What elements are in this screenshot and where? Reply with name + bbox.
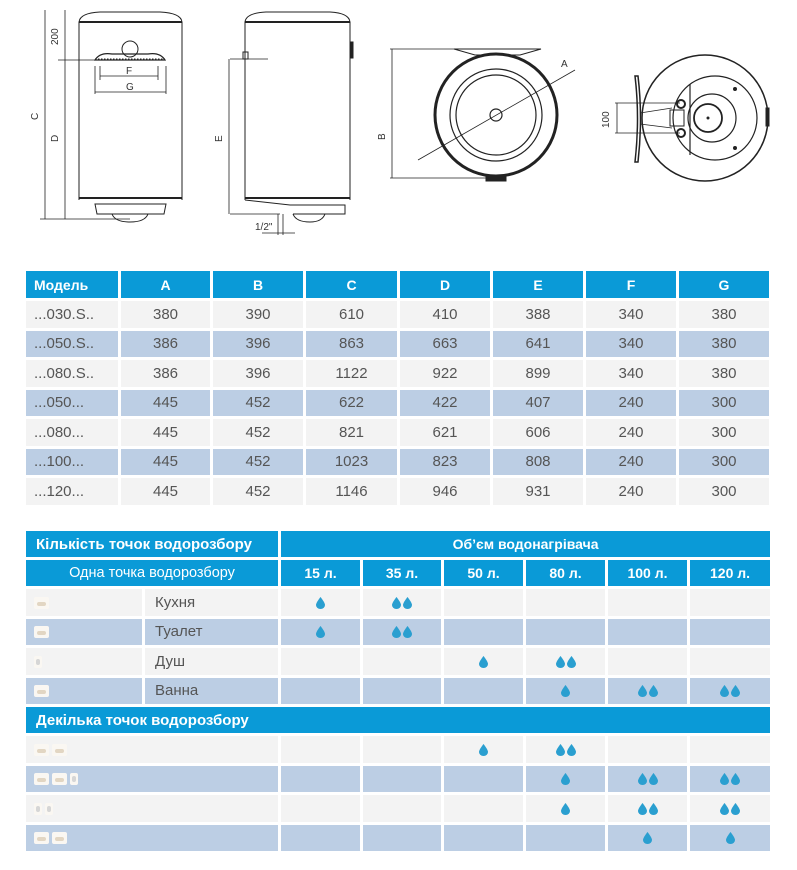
- dimension-cell: 1023: [306, 449, 397, 476]
- shower-icon: [70, 773, 78, 785]
- recommendation-cell: [608, 766, 687, 793]
- water-drop-icon: [638, 773, 647, 785]
- side-view-drawing: [229, 12, 353, 235]
- dimension-cell: 452: [213, 478, 303, 505]
- water-drop-icon: [731, 685, 740, 697]
- dimension-cell: 899: [493, 360, 583, 387]
- dimension-cell: 808: [493, 449, 583, 476]
- dimension-cell: 340: [586, 360, 676, 387]
- dimension-cell: 452: [213, 419, 303, 446]
- kitchen-sink-icon: [34, 773, 49, 785]
- model-cell: ...080...: [26, 419, 118, 446]
- recommendation-cell: [526, 795, 605, 822]
- recommendation-cell: [363, 678, 441, 705]
- water-drop-icon: [556, 744, 565, 756]
- recommendation-cell: [444, 736, 523, 763]
- column-header-G: G: [679, 271, 769, 298]
- recommendation-cell: [281, 678, 360, 705]
- water-drop-icon: [561, 685, 570, 697]
- water-drop-icon: [726, 832, 735, 844]
- water-drop-icon: [649, 803, 658, 815]
- dimension-cell: 621: [400, 419, 490, 446]
- column-header-volume: 120 л.: [690, 560, 770, 586]
- column-header-volume: 50 л.: [444, 560, 523, 586]
- dimension-cell: 386: [121, 360, 210, 387]
- header-multi-point: Декілька точок водорозбору: [26, 707, 770, 733]
- fixture-icons-cell: [26, 589, 142, 616]
- dim-label-D: D: [50, 134, 61, 142]
- recommendation-cell: [608, 795, 687, 822]
- header-single-point: Одна точка водорозбору: [26, 560, 278, 586]
- recommendation-cell: [690, 648, 770, 675]
- dimension-cell: 380: [679, 331, 769, 358]
- recommendation-cell: [608, 648, 687, 675]
- water-drop-icon: [567, 656, 576, 668]
- table-row: [26, 619, 770, 646]
- dim-label-A: A: [561, 59, 568, 70]
- recommendation-cell: [281, 589, 360, 616]
- dimension-cell: 931: [493, 478, 583, 505]
- dimension-cell: 610: [306, 301, 397, 328]
- bathtub-icon: [34, 832, 49, 844]
- recommendation-cell: [608, 589, 687, 616]
- dimension-cell: 821: [306, 419, 397, 446]
- recommendation-cell: [281, 766, 360, 793]
- recommendation-cell: [526, 648, 605, 675]
- recommendation-cell: [608, 619, 687, 646]
- water-drop-icon: [479, 744, 488, 756]
- water-drop-icon: [392, 626, 401, 638]
- fixture-icons-cell: [26, 648, 142, 675]
- dimension-cell: 300: [679, 390, 769, 417]
- dimension-cell: 300: [679, 449, 769, 476]
- dim-label-C: C: [30, 112, 41, 120]
- table-row: [26, 360, 769, 387]
- dimensions-header-row: [26, 271, 769, 298]
- recommendation-cell: [281, 736, 360, 763]
- recommendation-cell: [444, 678, 523, 705]
- water-drop-icon: [316, 626, 325, 638]
- table-row: [26, 736, 770, 763]
- bathtub-icon: [34, 685, 49, 697]
- water-drop-icon: [316, 597, 325, 609]
- fixture-icons-cell: [26, 825, 278, 852]
- water-drop-icon: [567, 744, 576, 756]
- water-drop-icon: [649, 685, 658, 697]
- shower-icon: [34, 656, 42, 668]
- front-view-drawing: [40, 10, 182, 222]
- recommendation-cell: [526, 619, 605, 646]
- recommendation-cell: [526, 766, 605, 793]
- recommendation-cell: [444, 766, 523, 793]
- top-view-drawing: [390, 49, 575, 181]
- recommendation-cell: [363, 795, 441, 822]
- dimension-cell: 386: [121, 331, 210, 358]
- model-cell: ...030.S..: [26, 301, 118, 328]
- recommendation-cell: [444, 825, 523, 852]
- table-row: [26, 825, 770, 852]
- recommendation-cell: [690, 736, 770, 763]
- column-header-A: A: [121, 271, 210, 298]
- column-header-volume: 35 л.: [363, 560, 441, 586]
- dimension-cell: 863: [306, 331, 397, 358]
- dimensions-table: [23, 268, 772, 508]
- usage-volume-row: [26, 560, 770, 586]
- dimension-cell: 1146: [306, 478, 397, 505]
- model-cell: ...080.S..: [26, 360, 118, 387]
- dim-label-E: E: [214, 135, 225, 142]
- dimension-cell: 240: [586, 478, 676, 505]
- table-row: [26, 795, 770, 822]
- recommendation-cell: [690, 825, 770, 852]
- recommendation-cell: [363, 825, 441, 852]
- dimension-cell: 396: [213, 360, 303, 387]
- column-header-C: C: [306, 271, 397, 298]
- table-row: [26, 390, 769, 417]
- water-point-label: Туалет: [145, 619, 278, 646]
- water-drop-icon: [556, 656, 565, 668]
- table-row: [26, 648, 770, 675]
- fixture-icons-cell: [26, 795, 278, 822]
- shower-icon: [34, 803, 42, 815]
- water-drop-icon: [561, 803, 570, 815]
- dim-label-B: B: [377, 133, 388, 140]
- table-row: [26, 478, 769, 505]
- dimension-cell: 380: [679, 360, 769, 387]
- recommendation-cell: [690, 678, 770, 705]
- model-cell: ...100...: [26, 449, 118, 476]
- recommendation-cell: [526, 736, 605, 763]
- water-drop-icon: [638, 803, 647, 815]
- recommendation-cell: [690, 795, 770, 822]
- dimension-cell: 380: [121, 301, 210, 328]
- dimension-cell: 452: [213, 449, 303, 476]
- dimension-cell: 380: [679, 301, 769, 328]
- column-header-model: Модель: [26, 271, 118, 298]
- technical-drawings: [0, 0, 797, 245]
- table-row: [26, 449, 769, 476]
- table-row: [26, 678, 770, 705]
- table-row: [26, 301, 769, 328]
- recommendation-cell: [444, 619, 523, 646]
- recommendation-cell: [363, 589, 441, 616]
- multi-point-section-row: [26, 707, 770, 733]
- drawings-svg: [0, 0, 797, 245]
- dimension-cell: 340: [586, 301, 676, 328]
- recommendation-cell: [608, 825, 687, 852]
- water-drop-icon: [643, 832, 652, 844]
- water-point-label: Ванна: [145, 678, 278, 705]
- table-row: [26, 419, 769, 446]
- dimension-cell: 606: [493, 419, 583, 446]
- column-header-volume: 15 л.: [281, 560, 360, 586]
- dim-label-F: F: [126, 66, 133, 77]
- dimension-cell: 445: [121, 419, 210, 446]
- dimension-cell: 240: [586, 419, 676, 446]
- recommendation-cell: [526, 825, 605, 852]
- column-header-F: F: [586, 271, 676, 298]
- dim-label-100: 100: [601, 111, 612, 128]
- water-drop-icon: [731, 803, 740, 815]
- recommendation-cell: [690, 766, 770, 793]
- recommendation-cell: [690, 589, 770, 616]
- recommendation-cell: [444, 648, 523, 675]
- model-cell: ...050...: [26, 390, 118, 417]
- column-header-E: E: [493, 271, 583, 298]
- washbasin-icon: [34, 626, 49, 638]
- table-row: [26, 589, 770, 616]
- dimension-cell: 340: [586, 331, 676, 358]
- usage-table: [23, 528, 773, 854]
- water-drop-icon: [392, 597, 401, 609]
- dimension-cell: 641: [493, 331, 583, 358]
- table-row: [26, 331, 769, 358]
- washbasin-icon: [52, 773, 67, 785]
- bottom-view-drawing: [615, 55, 769, 181]
- dimension-cell: 407: [493, 390, 583, 417]
- column-header-volume: 100 л.: [608, 560, 687, 586]
- dim-label-200: 200: [50, 28, 61, 45]
- water-drop-icon: [649, 773, 658, 785]
- shower-icon: [45, 803, 53, 815]
- header-water-points: Кількість точок водорозбору: [26, 531, 278, 557]
- fixture-icons-cell: [26, 619, 142, 646]
- table-row: [26, 766, 770, 793]
- water-drop-icon: [720, 685, 729, 697]
- dimension-cell: 1122: [306, 360, 397, 387]
- fixture-icons-cell: [26, 736, 278, 763]
- dimension-cell: 823: [400, 449, 490, 476]
- water-drop-icon: [403, 626, 412, 638]
- dimension-cell: 445: [121, 449, 210, 476]
- water-drop-icon: [720, 803, 729, 815]
- recommendation-cell: [281, 619, 360, 646]
- dimension-cell: 300: [679, 419, 769, 446]
- dimension-cell: 390: [213, 301, 303, 328]
- dimension-cell: 922: [400, 360, 490, 387]
- bathtub-icon: [52, 832, 67, 844]
- dimension-cell: 946: [400, 478, 490, 505]
- dimension-cell: 422: [400, 390, 490, 417]
- water-drop-icon: [479, 656, 488, 668]
- dimension-cell: 663: [400, 331, 490, 358]
- recommendation-cell: [526, 678, 605, 705]
- water-drop-icon: [731, 773, 740, 785]
- dim-label-G: G: [126, 82, 134, 93]
- fixture-icons-cell: [26, 678, 142, 705]
- washbasin-icon: [52, 744, 67, 756]
- recommendation-cell: [363, 736, 441, 763]
- dimension-cell: 452: [213, 390, 303, 417]
- column-header-volume: 80 л.: [526, 560, 605, 586]
- column-header-B: B: [213, 271, 303, 298]
- kitchen-sink-icon: [34, 597, 49, 609]
- header-heater-volume: Об’єм водонагрівача: [281, 531, 770, 557]
- recommendation-cell: [363, 619, 441, 646]
- dimension-cell: 622: [306, 390, 397, 417]
- kitchen-sink-icon: [34, 744, 49, 756]
- recommendation-cell: [608, 678, 687, 705]
- recommendation-cell: [281, 795, 360, 822]
- recommendation-cell: [444, 589, 523, 616]
- dim-label-half-inch: 1/2": [255, 222, 273, 233]
- model-cell: ...050.S..: [26, 331, 118, 358]
- dimension-cell: 240: [586, 449, 676, 476]
- recommendation-cell: [363, 766, 441, 793]
- usage-header-row: [26, 531, 770, 557]
- recommendation-cell: [363, 648, 441, 675]
- dimension-cell: 410: [400, 301, 490, 328]
- recommendation-cell: [281, 648, 360, 675]
- dimension-cell: 240: [586, 390, 676, 417]
- water-drop-icon: [720, 773, 729, 785]
- dimension-cell: 388: [493, 301, 583, 328]
- column-header-D: D: [400, 271, 490, 298]
- dimension-cell: 396: [213, 331, 303, 358]
- dimension-cell: 445: [121, 390, 210, 417]
- water-point-label: Кухня: [145, 589, 278, 616]
- dimension-cell: 445: [121, 478, 210, 505]
- fixture-icons-cell: [26, 766, 278, 793]
- recommendation-cell: [281, 825, 360, 852]
- water-point-label: Душ: [145, 648, 278, 675]
- water-drop-icon: [638, 685, 647, 697]
- model-cell: ...120...: [26, 478, 118, 505]
- recommendation-cell: [608, 736, 687, 763]
- recommendation-cell: [444, 795, 523, 822]
- dimension-cell: 300: [679, 478, 769, 505]
- recommendation-cell: [526, 589, 605, 616]
- water-drop-icon: [561, 773, 570, 785]
- water-drop-icon: [403, 597, 412, 609]
- recommendation-cell: [690, 619, 770, 646]
